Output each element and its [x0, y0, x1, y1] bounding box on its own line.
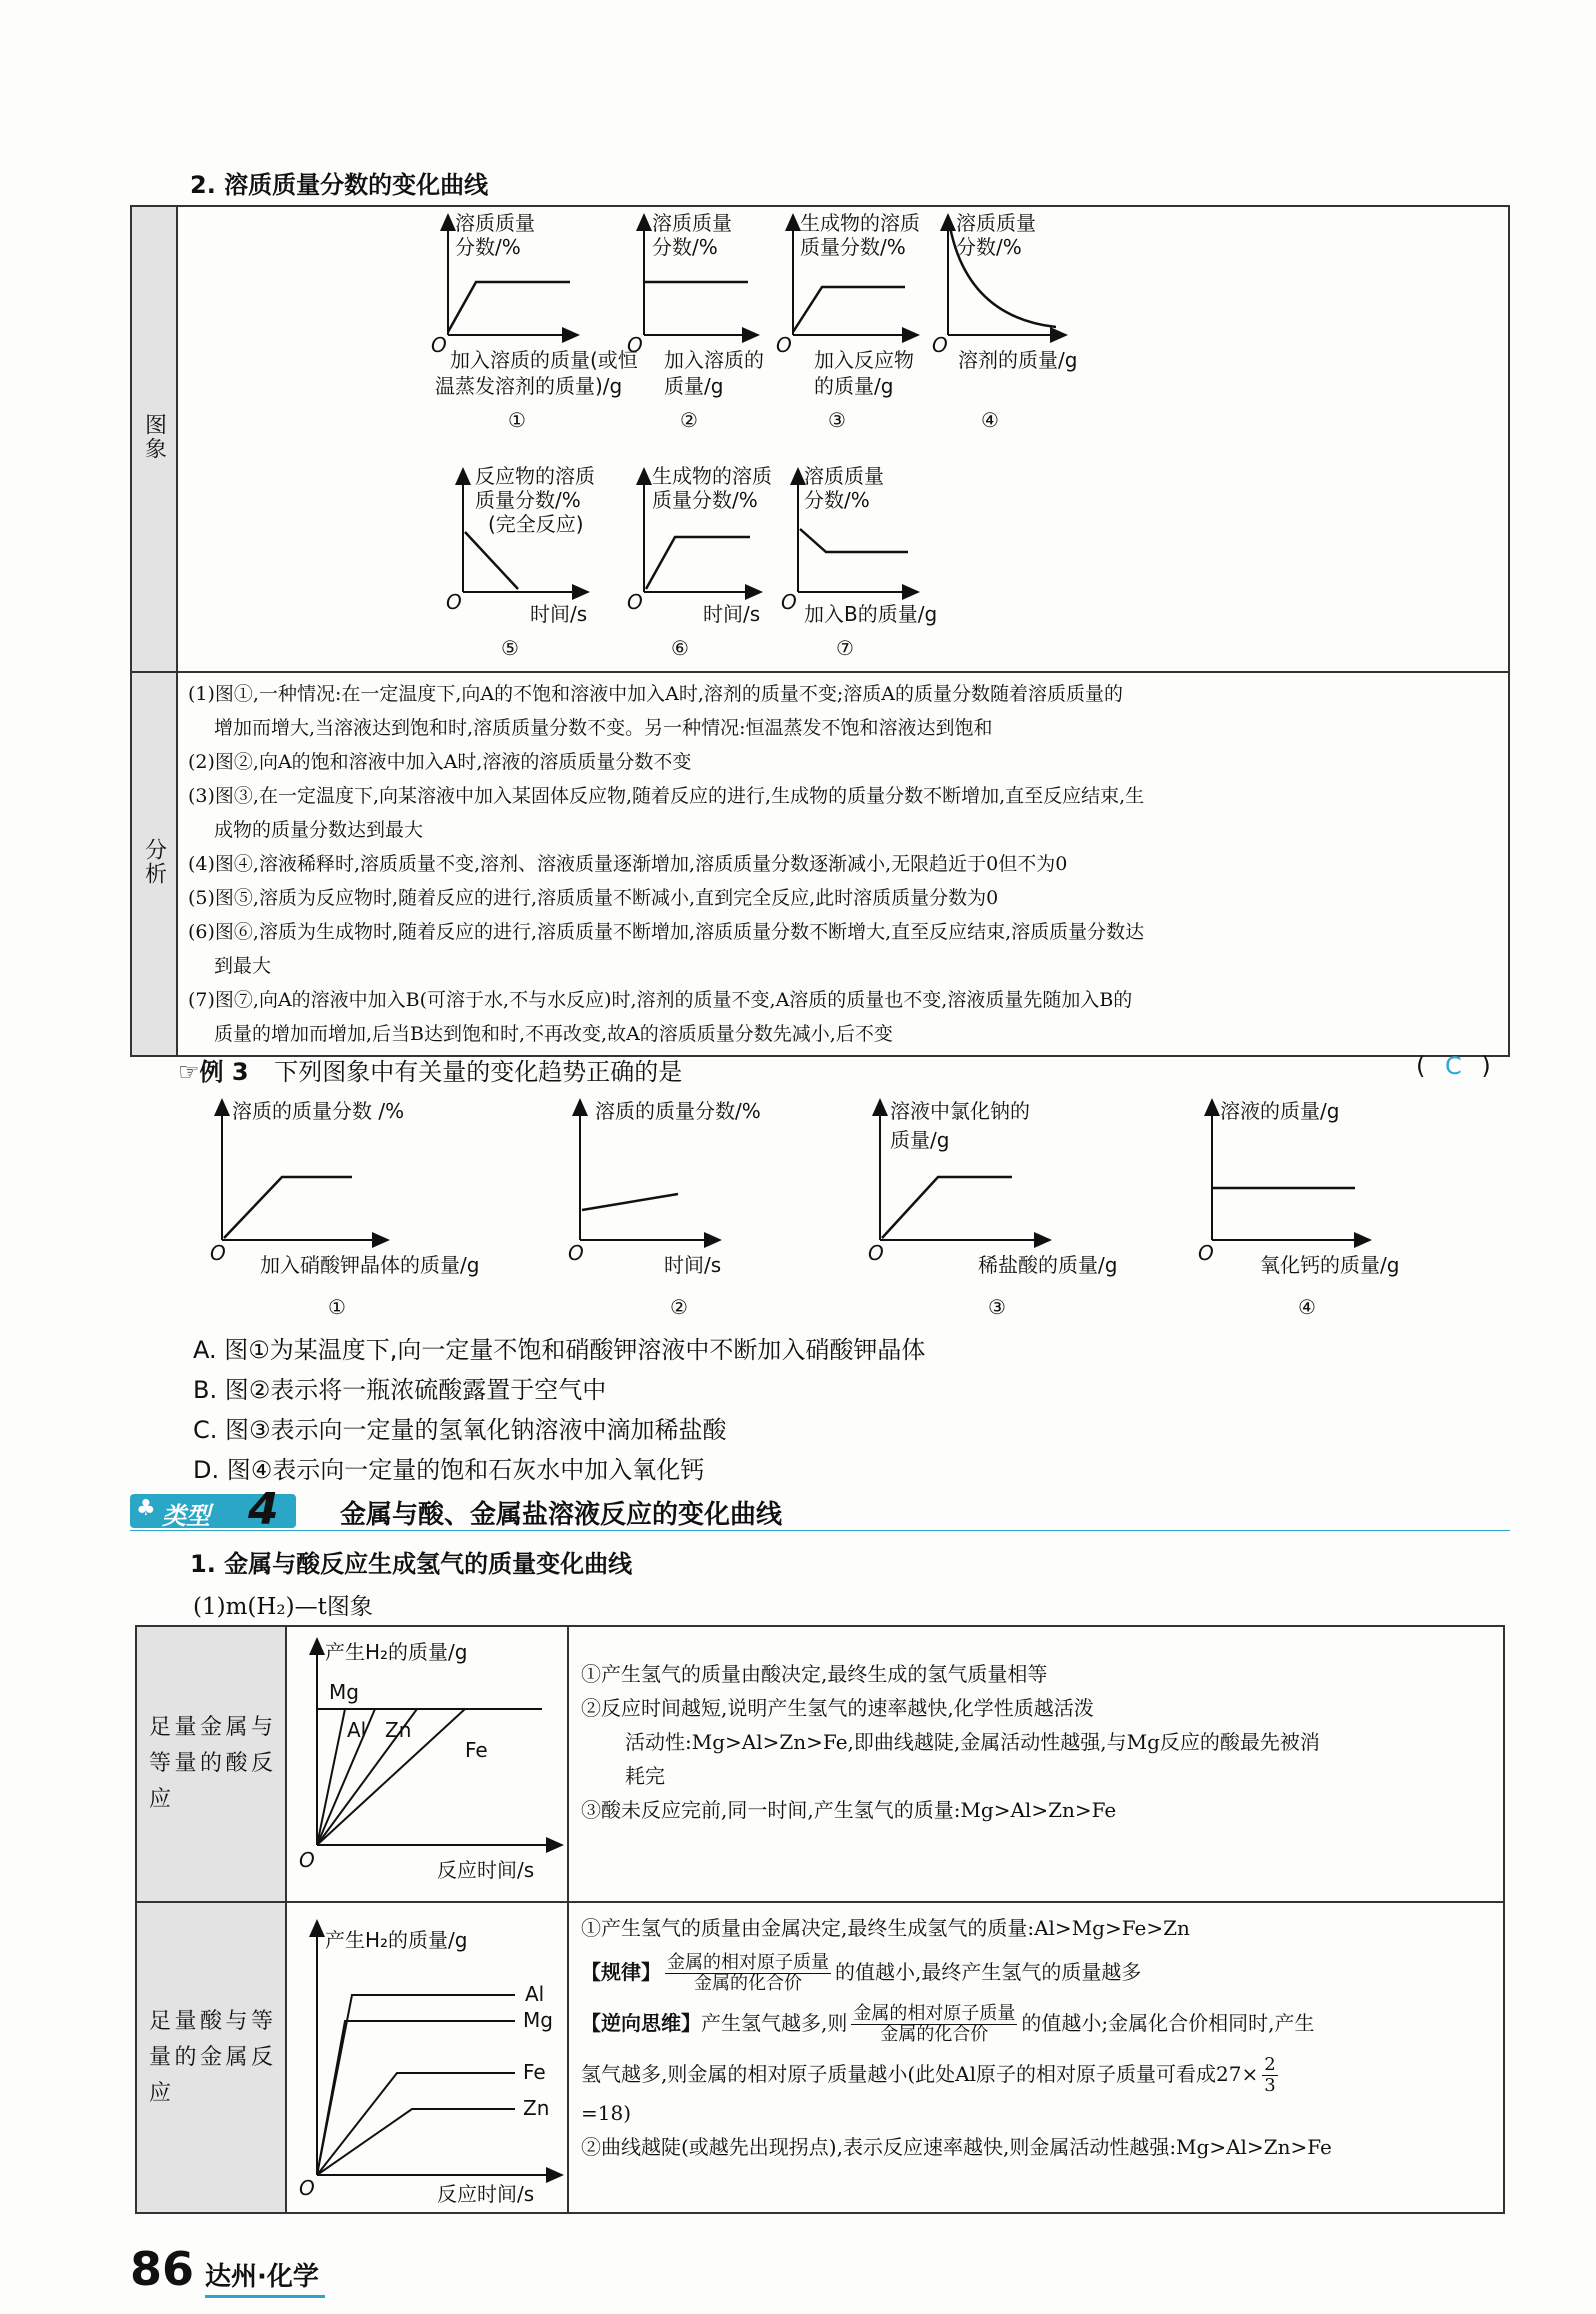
analysis-label: 分析	[141, 838, 167, 886]
example-graph-2	[568, 1099, 761, 1319]
line-zn	[317, 2109, 515, 2175]
analysis-line: (5)图⑤,溶质为反应物时,随着反应的进行,溶质质量不断减小,直到完全反应,此时溶质质量分数为0	[188, 887, 999, 909]
y-label: 分数/%	[652, 235, 718, 259]
origin: O	[1198, 1241, 1214, 1265]
banner-divider	[130, 1530, 1510, 1531]
origin: O	[781, 590, 797, 614]
graph-number: ③	[988, 1295, 1006, 1319]
analysis-cell	[177, 672, 1509, 1056]
options-list	[193, 1330, 925, 1490]
fraction	[665, 1953, 831, 1994]
x-label: 加入溶质的质量(或恒	[450, 348, 638, 372]
option-b: B. 图②表示将一瓶浓硫酸露置于空气中	[193, 1376, 607, 1404]
example-graph-4	[1198, 1099, 1399, 1319]
analysis-line: (7)图⑦,向A的溶液中加入B(可溶于水,不与水反应)时,溶剂的质量不变,A溶质的质量也不变,溶液质量先随加入B的	[188, 989, 1133, 1011]
graph-label-cell	[131, 206, 177, 672]
analysis-line: (6)图⑥,溶质为生成物时,随着反应的进行,溶质质量不断增加,溶质质量分数不断增大,直至反应结束,溶质质量分数达	[188, 921, 1145, 943]
example-label: ☞例 3	[178, 1058, 249, 1086]
analysis-line: 到最大	[214, 955, 272, 977]
y-label: 溶质质量	[652, 211, 732, 235]
graph-number: ④	[981, 408, 999, 432]
label-fe: Fe	[465, 1738, 488, 1762]
type4-banner	[130, 1484, 1510, 1535]
label-zn: Zn	[523, 2096, 550, 2120]
analysis-line: 成物的质量分数达到最大	[214, 819, 424, 841]
fraction	[851, 2004, 1017, 2045]
frac-den: 金属的化合价	[694, 1973, 802, 1994]
reverse-head: 产生氢气越多,则	[701, 2011, 848, 2035]
fraction	[1262, 2055, 1277, 2096]
note-line	[581, 2055, 1493, 2096]
y-label: 溶质质量	[804, 464, 884, 488]
curve	[582, 1194, 678, 1210]
x-label: 质量/g	[664, 374, 724, 398]
x-label: 的质量/g	[814, 374, 894, 398]
note-text: 氢气越多,则金属的相对原子质量越小(此处Al原子的相对原子质量可看成27×	[581, 2062, 1259, 2086]
option-c: C. 图③表示向一定量的氢氧化钠溶液中滴加稀盐酸	[193, 1416, 727, 1444]
curve	[646, 537, 750, 589]
graph-number: ③	[828, 408, 846, 432]
y-label: 产生H₂的质量/g	[325, 1928, 468, 1952]
y-label: 溶质的质量分数/%	[595, 1099, 761, 1123]
origin: O	[932, 333, 948, 357]
note-line: ①产生氢气的质量由金属决定,最终生成氢气的质量:Al>Mg>Fe>Zn	[581, 1916, 1190, 1940]
y-label: 质量分数/%	[800, 235, 906, 259]
example-graph-1	[210, 1099, 479, 1319]
label-zn: Zn	[385, 1718, 412, 1742]
origin: O	[776, 333, 792, 357]
graph-cell	[177, 206, 1509, 672]
frac-num: 2	[1264, 2054, 1276, 2075]
section-title: 2. 溶质质量分数的变化曲线	[190, 171, 489, 199]
row1-graph-cell	[286, 1626, 568, 1902]
line-fe	[317, 2073, 515, 2175]
graph-number: ①	[328, 1295, 346, 1319]
curve	[793, 287, 905, 332]
rule-line	[581, 1953, 1493, 1994]
graph-7	[781, 464, 937, 660]
answer-bracket	[1416, 1052, 1491, 1080]
note-line: ③酸未反应完前,同一时间,产生氢气的质量:Mg>Al>Zn>Fe	[581, 1798, 1117, 1822]
x-label: 反应时间/s	[437, 1858, 535, 1882]
graph-4	[932, 211, 1077, 432]
x-label: 时间/s	[530, 602, 588, 626]
curve	[465, 532, 518, 589]
type-badge	[130, 1484, 296, 1535]
graph-number: ⑤	[501, 636, 519, 660]
label-mg: Mg	[329, 1680, 359, 1704]
x-label: 时间/s	[664, 1253, 722, 1277]
curve-table	[130, 205, 1510, 1057]
book-title: 达州·化学	[205, 2262, 319, 2292]
row1-notes	[568, 1626, 1504, 1902]
graph-number: ④	[1298, 1295, 1316, 1319]
y-label: 溶质质量	[455, 211, 535, 235]
type-label: 类型	[162, 1502, 210, 1530]
graph-m-h2-1	[287, 1627, 567, 1897]
graph-number: ①	[508, 408, 526, 432]
row1-label: 足量金属与等量的酸反应	[149, 1715, 273, 1812]
note-line: ②反应时间越短,说明产生氢气的速率越快,化学性质越活泼	[581, 1696, 1094, 1720]
analysis-line: (4)图④,溶液稀释时,溶质质量不变,溶剂、溶液质量逐渐增加,溶质质量分数逐渐减小,无限趋近于0但不为0	[188, 853, 1068, 875]
rule-tail: 的值越小,最终产生氢气的质量越多	[835, 1960, 1142, 1984]
label-fe: Fe	[523, 2060, 546, 2084]
option-a: A. 图①为某温度下,向一定量不饱和硝酸钾溶液中不断加入硝酸钾晶体	[193, 1336, 926, 1364]
graph-number: ⑥	[671, 636, 689, 660]
x-label: 加入反应物	[814, 348, 914, 372]
origin: O	[627, 333, 643, 357]
x-label: 时间/s	[703, 602, 761, 626]
analysis-line: (2)图②,向A的饱和溶液中加入A时,溶液的溶质质量分数不变	[188, 751, 692, 773]
graph-m-h2-2	[287, 1903, 567, 2208]
x-label: 加入硝酸钾晶体的质量/g	[260, 1253, 480, 1277]
x-label: 温蒸发溶剂的质量)/g	[435, 374, 623, 398]
graph-number: ⑦	[836, 636, 854, 660]
footer-accent	[205, 2295, 325, 2298]
subsection-subtitle: (1)m(H₂)—t图象	[193, 1594, 373, 1620]
graph-5	[446, 464, 595, 660]
graph-label: 图象	[141, 413, 167, 461]
y-label: 分数/%	[804, 488, 870, 512]
y-label: 质量分数/%	[652, 488, 758, 512]
line-mg	[317, 2021, 515, 2175]
graph-number: ②	[680, 408, 698, 432]
bracket-open: (	[1416, 1052, 1426, 1080]
origin: O	[568, 1241, 584, 1265]
frac-num: 金属的相对原子质量	[853, 2003, 1016, 2024]
option-d: D. 图④表示向一定量的饱和石灰水中加入氧化钙	[193, 1456, 705, 1484]
origin: O	[299, 2176, 315, 2200]
note-line: ①产生氢气的质量由酸决定,最终生成的氢气质量相等	[581, 1662, 1048, 1686]
x-label: 加入B的质量/g	[804, 602, 938, 626]
example-3-question	[178, 1052, 682, 1087]
rule-tag: 【规律】	[581, 1960, 661, 1984]
curve	[800, 529, 908, 552]
graph-number: ②	[670, 1295, 688, 1319]
note-line: ②曲线越陡(或越先出现拐点),表示反应速率越快,则金属活动性越强:Mg>Al>Zn>Fe	[581, 2135, 1332, 2159]
y-label: 溶液的质量/g	[1220, 1099, 1340, 1123]
graph-1	[431, 211, 638, 432]
answer: C	[1444, 1052, 1462, 1080]
y-label: 分数/%	[455, 235, 521, 259]
analysis-line: 增加而增大,当溶液达到饱和时,溶质质量分数不变。另一种情况:恒温蒸发不饱和溶液达到饱和	[214, 717, 993, 739]
graph-2	[627, 211, 764, 432]
origin: O	[868, 1241, 884, 1265]
frac-num: 金属的相对原子质量	[667, 1952, 829, 1973]
y-label: 溶质的质量分数 /%	[232, 1099, 405, 1123]
row2-label-cell	[136, 1902, 286, 2213]
label-al: Al	[347, 1718, 367, 1742]
frac-den: 3	[1264, 2075, 1276, 2096]
origin: O	[431, 333, 447, 357]
analysis-label-cell	[131, 672, 177, 1056]
graph-6	[627, 464, 772, 660]
question-text: 下列图象中有关量的变化趋势正确的是	[274, 1058, 683, 1086]
x-label: 氧化钙的质量/g	[1260, 1253, 1400, 1277]
leaf-icon: ♣	[136, 1496, 156, 1521]
type-title: 金属与酸、金属盐溶液反应的变化曲线	[340, 1500, 783, 1530]
page-number: 86	[130, 2242, 195, 2296]
x-label: 溶剂的质量/g	[958, 348, 1078, 372]
reverse-tag: 【逆向思维】	[581, 2011, 701, 2035]
analysis-line: (3)图③,在一定温度下,向某溶液中加入某固体反应物,随着反应的进行,生成物的质量分数不断增加,直至反应结束,生	[188, 785, 1145, 807]
note-line: 活动性:Mg>Al>Zn>Fe,即曲线越陡,金属活动性越强,与Mg反应的酸最先被消	[625, 1730, 1320, 1754]
curve	[882, 1177, 1012, 1238]
origin: O	[210, 1241, 226, 1265]
reverse-line	[581, 2004, 1493, 2045]
label-mg: Mg	[523, 2008, 553, 2032]
graph-panel	[178, 207, 1508, 667]
note-line: =18)	[581, 2101, 632, 2125]
y-label: 质量分数/%	[475, 488, 581, 512]
curve	[448, 282, 570, 332]
row2-label: 足量酸与等量的金属反应	[149, 2008, 273, 2106]
reverse-tail: 的值越小;金属化合价相同时,产生	[1021, 2011, 1315, 2035]
y-label: (完全反应)	[488, 512, 584, 536]
y-label: 生成物的溶质	[652, 464, 772, 488]
example-graphs	[190, 1090, 1450, 1330]
origin: O	[627, 590, 643, 614]
frac-den: 金属的化合价	[880, 2024, 989, 2045]
curve	[224, 1177, 352, 1238]
metal-acid-table	[135, 1625, 1505, 2214]
x-label: 反应时间/s	[437, 2182, 535, 2206]
origin: O	[446, 590, 462, 614]
example-graph-3	[868, 1099, 1117, 1319]
type-number: 4	[248, 1484, 279, 1535]
graph-3	[776, 211, 920, 432]
y-label: 质量/g	[890, 1128, 950, 1152]
y-label: 溶质质量	[956, 211, 1036, 235]
x-label: 稀盐酸的质量/g	[978, 1253, 1118, 1277]
y-label: 产生H₂的质量/g	[325, 1640, 468, 1664]
label-al: Al	[525, 1982, 545, 2006]
analysis-line: 质量的增加而增加,后当B达到饱和时,不再改变,故A的溶质质量分数先减小,后不变	[214, 1023, 893, 1045]
row2-notes	[568, 1902, 1504, 2213]
row2-graph-cell	[286, 1902, 568, 2213]
y-label: 溶液中氯化钠的	[890, 1099, 1030, 1123]
y-label: 分数/%	[956, 235, 1022, 259]
y-label: 反应物的溶质	[475, 464, 595, 488]
note-line: 耗完	[625, 1764, 665, 1788]
bracket-close: )	[1481, 1052, 1491, 1080]
subsection-title: 1. 金属与酸反应生成氢气的质量变化曲线	[190, 1550, 633, 1578]
origin: O	[299, 1848, 315, 1872]
row1-label-cell	[136, 1626, 286, 1902]
y-label: 生成物的溶质	[800, 211, 920, 235]
analysis-line: (1)图①,一种情况:在一定温度下,向A的不饱和溶液中加入A时,溶剂的质量不变;溶质A的质量分数随着溶质质量的	[188, 683, 1124, 705]
x-label: 加入溶质的	[664, 348, 764, 372]
